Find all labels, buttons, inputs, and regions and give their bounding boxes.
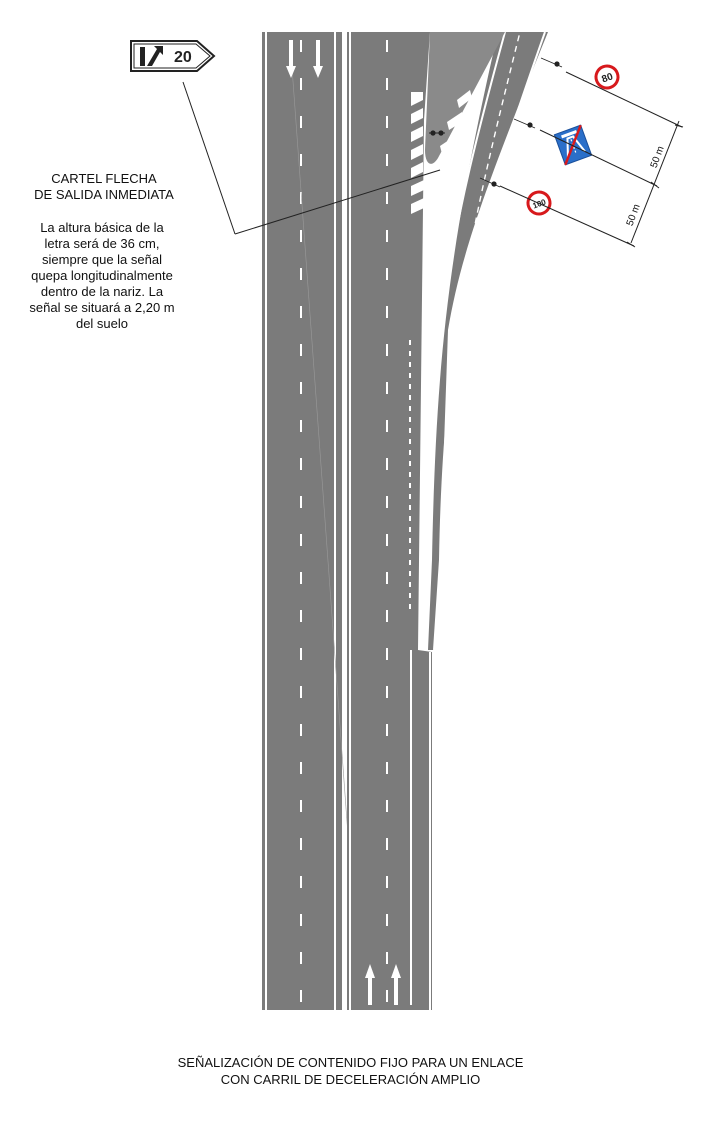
note-title-line: CARTEL FLECHA	[51, 171, 157, 186]
right-carriageway	[347, 32, 432, 1010]
caption-line: CON CARRIL DE DECELERACIÓN AMPLIO	[220, 1072, 481, 1087]
leader-line	[183, 82, 235, 234]
sign-note	[14, 171, 194, 203]
note-title-line: DE SALIDA INMEDIATA	[34, 187, 174, 202]
note-body-line: quepa longitudinalmente	[31, 268, 173, 283]
exit-arrow-sign	[131, 41, 214, 71]
note-body-line: dentro de la nariz. La	[40, 284, 164, 299]
dimension-label: 50 m	[624, 202, 643, 228]
note-body-line: del suelo	[75, 316, 129, 331]
end-of-motorway-sign	[554, 125, 591, 165]
caption-line: SEÑALIZACIÓN DE CONTENIDO FIJO PARA UN ENLACE	[177, 1055, 524, 1070]
speed-limit-value: 80	[600, 71, 615, 86]
note-body-line: letra será de 36 cm,	[44, 236, 160, 251]
speed-limit-value: 100	[531, 197, 548, 211]
figure-caption	[0, 1054, 701, 1088]
left-carriageway	[262, 32, 360, 1010]
sign-note-body	[6, 220, 198, 332]
dimension-label: 50 m	[648, 144, 667, 170]
note-body-line: siempre que la señal	[42, 252, 162, 267]
note-body-line: La altura básica de la	[40, 220, 164, 235]
note-body-line: señal se situará a 2,20 m	[29, 300, 175, 315]
exit-sign-number: 20	[174, 49, 192, 66]
